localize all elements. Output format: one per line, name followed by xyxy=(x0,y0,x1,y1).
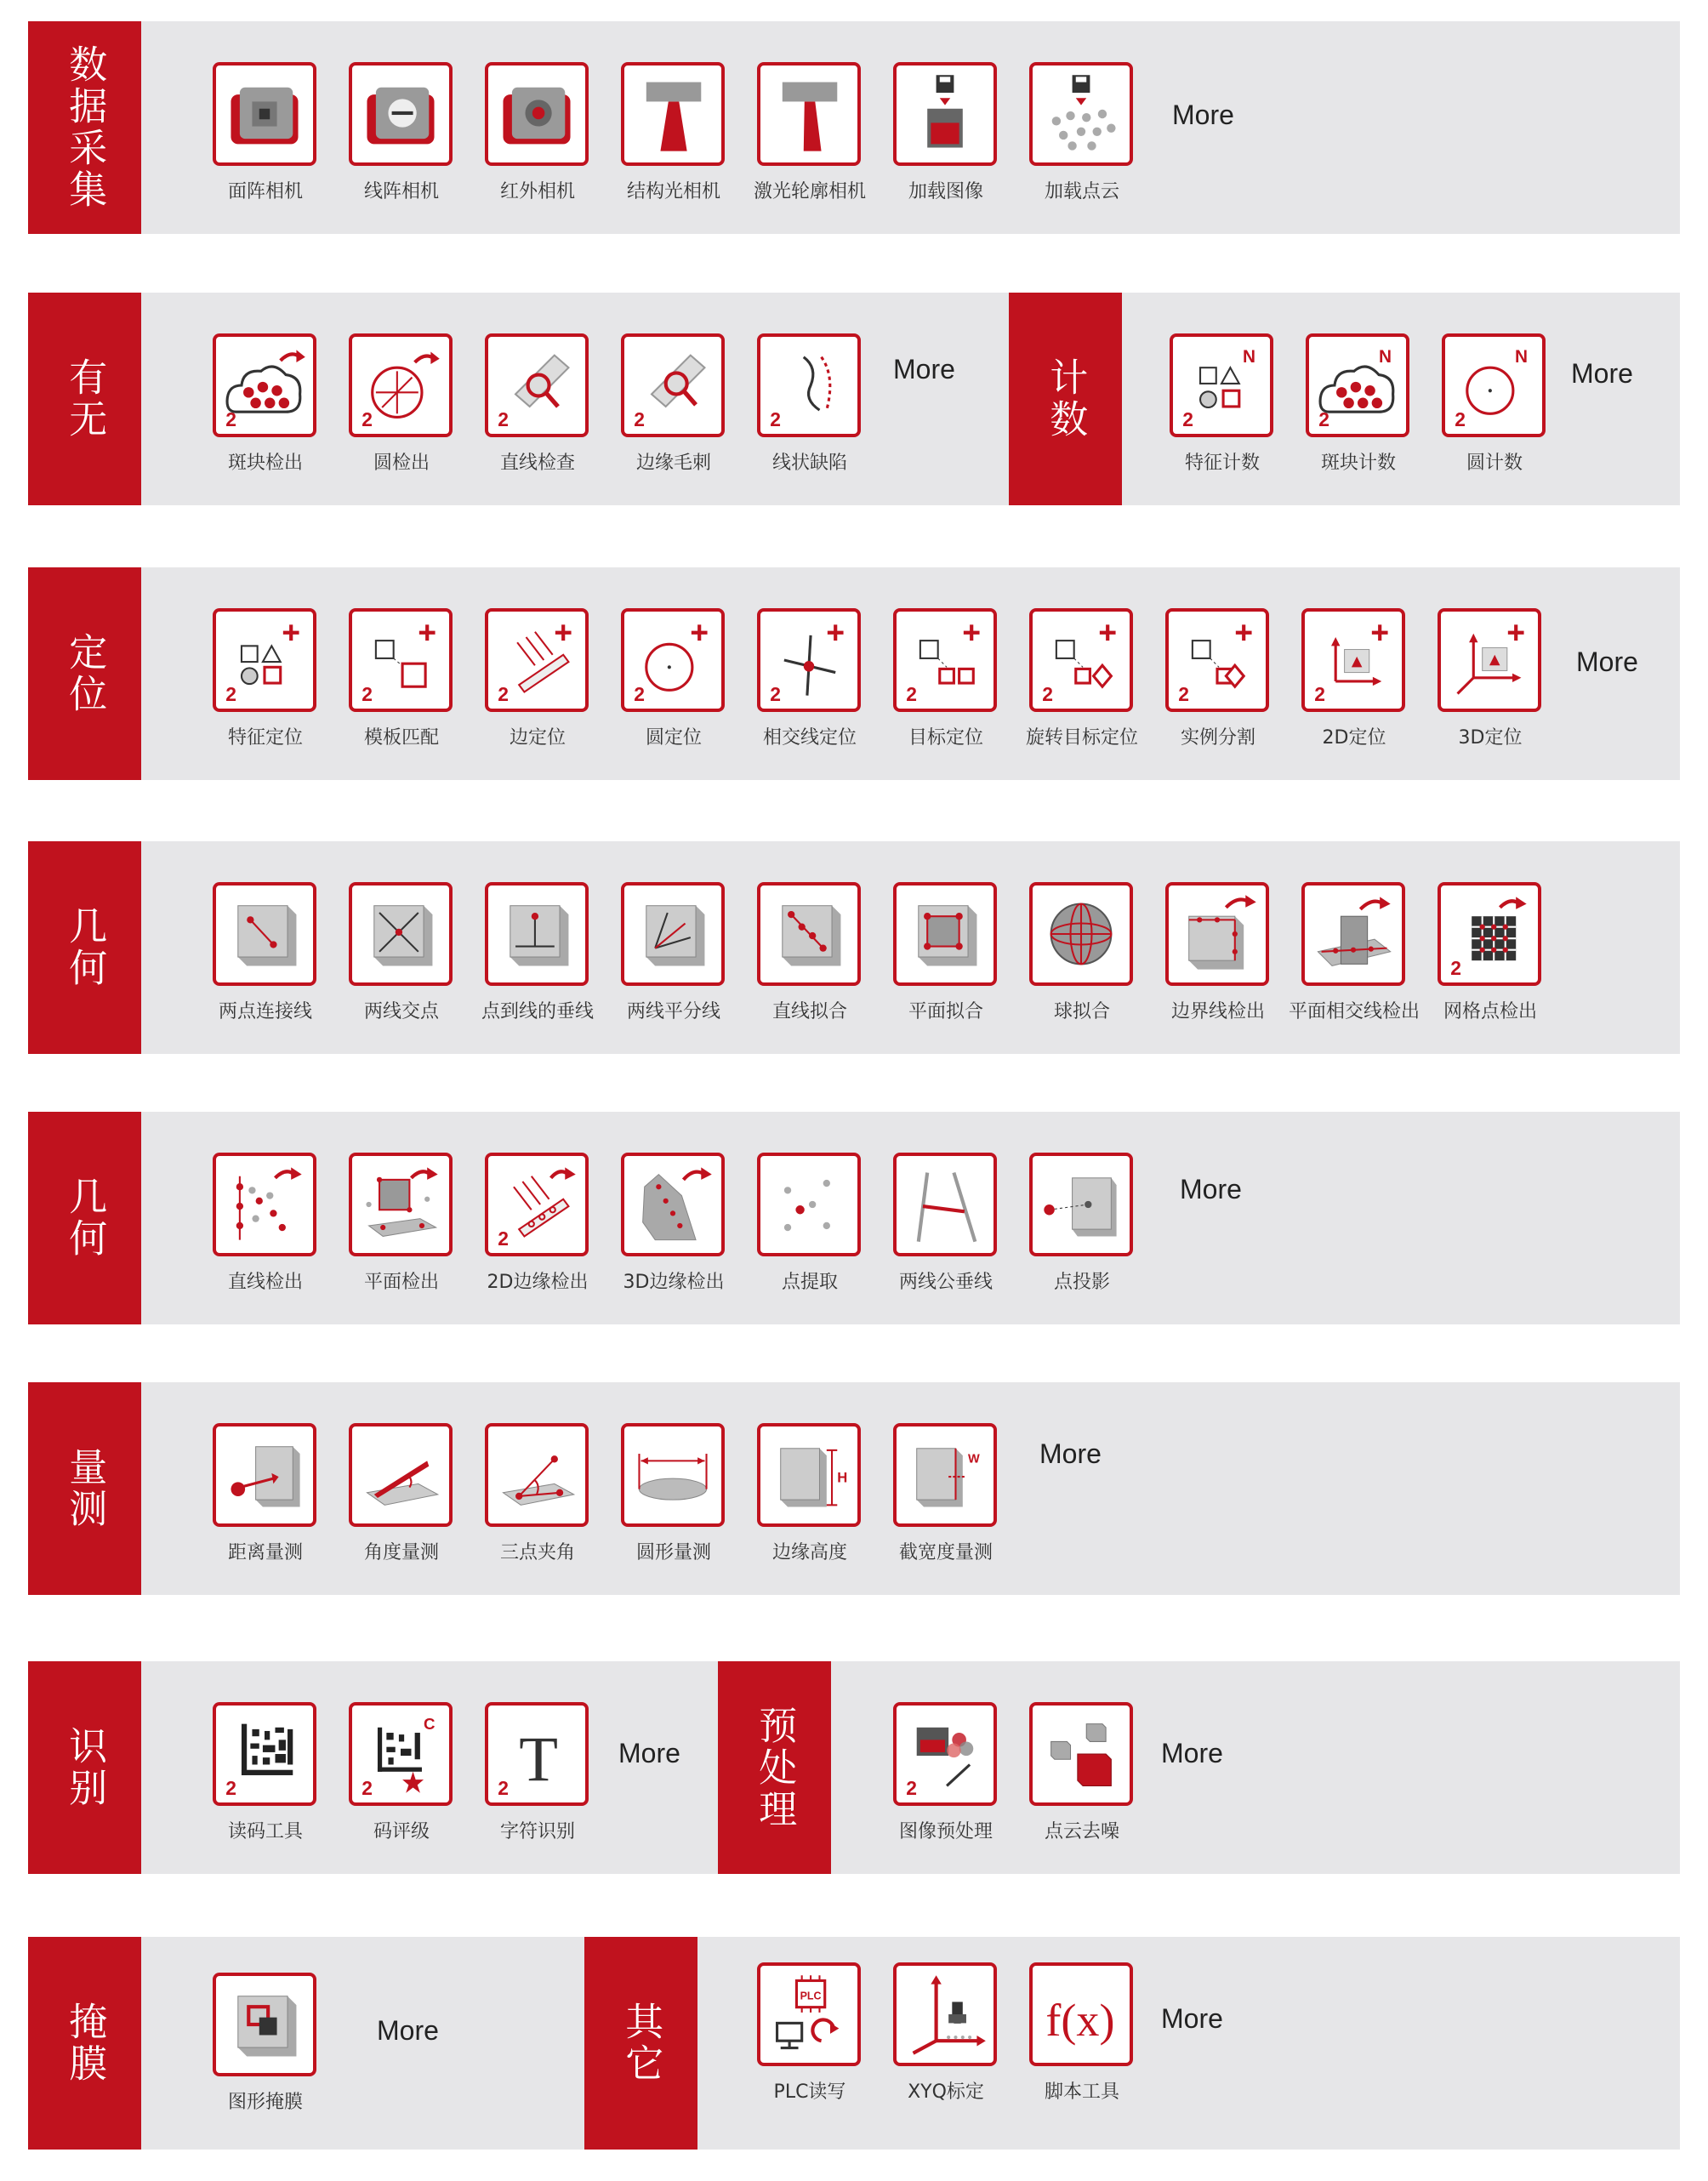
edge-locate-icon xyxy=(492,616,581,704)
svg-text:C: C xyxy=(424,1714,436,1733)
svg-text:2: 2 xyxy=(1042,682,1053,704)
shape-mask-icon xyxy=(220,1980,309,2069)
area-camera-icon xyxy=(220,70,309,158)
svg-text:2: 2 xyxy=(1178,682,1189,704)
point-projection-icon xyxy=(1037,1160,1125,1249)
more-link[interactable]: More xyxy=(1571,358,1633,389)
svg-text:2: 2 xyxy=(906,1776,917,1798)
category-title: 掩膜 xyxy=(62,2002,108,2085)
category-tag xyxy=(28,293,141,505)
distance-measure-icon xyxy=(220,1431,309,1519)
angle-bisector-icon xyxy=(629,890,717,978)
more-link[interactable]: More xyxy=(618,1738,680,1768)
category-tag xyxy=(28,1937,141,2150)
common-perpendicular-icon xyxy=(901,1160,989,1249)
target-locate-icon xyxy=(901,616,989,704)
3d-edge-detect-icon xyxy=(629,1160,717,1249)
plane-fit-icon xyxy=(901,890,989,978)
svg-text:2: 2 xyxy=(1318,407,1329,430)
row-recognition-preprocess: 识别 2 读码工具 C 2 码评级 T 2 字符识别 More 预处理 2 图像预处理 点云去噪 More xyxy=(28,1661,1680,1874)
image-preprocess-icon xyxy=(901,1710,989,1798)
svg-text:2: 2 xyxy=(634,407,645,430)
edge-burr-icon xyxy=(629,341,717,430)
line-detect-icon xyxy=(220,1160,309,1249)
category-title: 量测 xyxy=(62,1447,108,1530)
svg-text:2: 2 xyxy=(362,1776,373,1798)
intersect-line-locate-icon xyxy=(765,616,853,704)
rotated-target-locate-icon xyxy=(1037,616,1125,704)
category-title: 有无 xyxy=(62,357,108,441)
row-presence-count: 有无 2 斑块检出 2 圆检出 2 直线检查 2 边缘毛刺 2 线状缺陷 More 计数 N 2 特征计数 N 2 斑块计数 N 2 圆计数 More xyxy=(28,293,1680,505)
infrared-camera-icon xyxy=(492,70,581,158)
svg-text:N: N xyxy=(1378,346,1392,367)
category-tag xyxy=(28,1661,141,1874)
row-positioning: 定位 2 特征定位 2 模板匹配 2 边定位 2 圆定位 2 相交线定位 2 目标定位 2 旋转目标定位 2 实例分割 2 2D定位 3D定位 More xyxy=(28,567,1680,780)
2d-locate-icon xyxy=(1309,616,1398,704)
svg-text:2: 2 xyxy=(498,682,509,704)
category-title: 几何 xyxy=(62,1176,108,1260)
line-camera-icon xyxy=(356,70,445,158)
instance-segmentation-icon xyxy=(1173,616,1261,704)
laser-profile-icon xyxy=(765,70,853,158)
three-point-angle-icon xyxy=(492,1431,581,1519)
blob-detect-icon xyxy=(220,341,309,430)
category-title: 预处理 xyxy=(752,1705,798,1831)
svg-text:2: 2 xyxy=(225,1776,236,1798)
template-match-icon xyxy=(356,616,445,704)
load-point-cloud-icon xyxy=(1037,70,1125,158)
svg-text:f(x): f(x) xyxy=(1045,1994,1115,2046)
category-tag xyxy=(28,1112,141,1324)
category-title: 定位 xyxy=(62,632,108,715)
structured-light-icon xyxy=(629,70,717,158)
category-title: 几何 xyxy=(62,906,108,989)
two-point-line-icon xyxy=(220,890,309,978)
row-mask-other: 掩膜 图形掩膜 More 其它 PLC PLC读写 XYQ标定 f(x) 脚本工具 More xyxy=(28,1937,1680,2150)
more-link[interactable]: More xyxy=(1180,1174,1242,1204)
svg-text:2: 2 xyxy=(225,407,236,430)
category-tag xyxy=(584,1937,697,2150)
category-tag xyxy=(28,21,141,234)
category-tag xyxy=(718,1661,831,1874)
row-geometry-2: 几何 直线检出 平面检出 2 2D边缘检出 3D边缘检出 点提取 两线公垂线 点投影 More xyxy=(28,1112,1680,1324)
svg-text:2: 2 xyxy=(498,407,509,430)
script-icon xyxy=(1037,1970,1125,2059)
svg-text:2: 2 xyxy=(498,1227,509,1249)
grid-point-detect-icon xyxy=(1445,890,1534,978)
feature-locate-icon xyxy=(220,616,309,704)
svg-text:2: 2 xyxy=(770,407,781,430)
ocr-icon xyxy=(492,1710,581,1798)
more-link[interactable]: More xyxy=(1161,1738,1223,1768)
row-geometry-1: 几何 两点连接线 两线交点 点到线的垂线 两线平分线 直线拟合 平面拟合 球拟合 边界线检出 平面相交线检出 2 网格点检出 xyxy=(28,841,1680,1054)
row-data-acquisition: 数据采集 面阵相机 线阵相机 红外相机 结构光相机 激光轮廓相机 加载图像 加载点云 More xyxy=(28,21,1680,234)
svg-text:N: N xyxy=(1514,346,1528,367)
line-intersection-icon xyxy=(356,890,445,978)
perpendicular-icon xyxy=(492,890,581,978)
plc-read-write-icon xyxy=(765,1970,853,2059)
line-defect-icon xyxy=(765,341,853,430)
plane-intersect-line-icon xyxy=(1309,890,1398,978)
line-inspect-icon xyxy=(492,341,581,430)
circle-detect-icon xyxy=(356,341,445,430)
plane-detect-icon xyxy=(356,1160,445,1249)
svg-text:2: 2 xyxy=(1450,956,1461,978)
svg-text:T: T xyxy=(519,1724,558,1796)
svg-text:2: 2 xyxy=(1182,407,1193,430)
category-tag xyxy=(28,567,141,780)
svg-text:2: 2 xyxy=(906,682,917,704)
svg-text:PLC: PLC xyxy=(800,1990,822,2002)
svg-text:2: 2 xyxy=(362,682,373,704)
more-link[interactable]: More xyxy=(1161,2003,1223,2034)
svg-text:2: 2 xyxy=(498,1776,509,1798)
point-extract-icon xyxy=(765,1160,853,1249)
svg-text:N: N xyxy=(1242,346,1255,367)
svg-text:2: 2 xyxy=(770,682,781,704)
edge-height-icon xyxy=(765,1431,853,1519)
svg-text:H: H xyxy=(837,1469,848,1486)
row-measurement: 量测 距离量测 角度量测 三点夹角 圆形量测 H 边缘高度 W 截宽度量测 More xyxy=(28,1382,1680,1595)
svg-text:2: 2 xyxy=(1314,682,1325,704)
category-tag xyxy=(1009,293,1122,505)
width-measure-icon xyxy=(901,1431,989,1519)
more-link[interactable]: More xyxy=(1039,1438,1102,1469)
line-fit-icon xyxy=(765,890,853,978)
angle-measure-icon xyxy=(356,1431,445,1519)
3d-locate-icon xyxy=(1445,616,1534,704)
point-cloud-denoise-icon xyxy=(1037,1710,1125,1798)
load-image-icon xyxy=(901,70,989,158)
circle-count-icon xyxy=(1449,341,1538,430)
more-link[interactable]: More xyxy=(377,2015,439,2046)
2d-edge-detect-icon xyxy=(492,1160,581,1249)
circle-locate-icon xyxy=(629,616,717,704)
more-link[interactable]: More xyxy=(1576,646,1638,677)
svg-text:2: 2 xyxy=(362,407,373,430)
code-reader-icon xyxy=(220,1710,309,1798)
feature-count-icon xyxy=(1177,341,1266,430)
more-link[interactable]: More xyxy=(1172,100,1234,130)
svg-text:2: 2 xyxy=(1455,407,1466,430)
category-title: 数据采集 xyxy=(62,44,108,211)
category-title: 其它 xyxy=(618,2002,664,2085)
code-grading-icon xyxy=(356,1710,445,1798)
circle-measure-icon xyxy=(629,1431,717,1519)
svg-text:2: 2 xyxy=(225,682,236,704)
svg-text:2: 2 xyxy=(634,682,645,704)
category-title: 识别 xyxy=(62,1726,108,1809)
more-link[interactable]: More xyxy=(893,354,955,384)
blob-count-icon xyxy=(1313,341,1402,430)
xyq-calibration-icon xyxy=(901,1970,989,2059)
category-title: 计数 xyxy=(1043,357,1089,441)
category-tag xyxy=(28,1382,141,1595)
sphere-fit-icon xyxy=(1037,890,1125,978)
category-tag xyxy=(28,841,141,1054)
boundary-line-detect-icon xyxy=(1173,890,1261,978)
svg-text:W: W xyxy=(968,1452,980,1466)
